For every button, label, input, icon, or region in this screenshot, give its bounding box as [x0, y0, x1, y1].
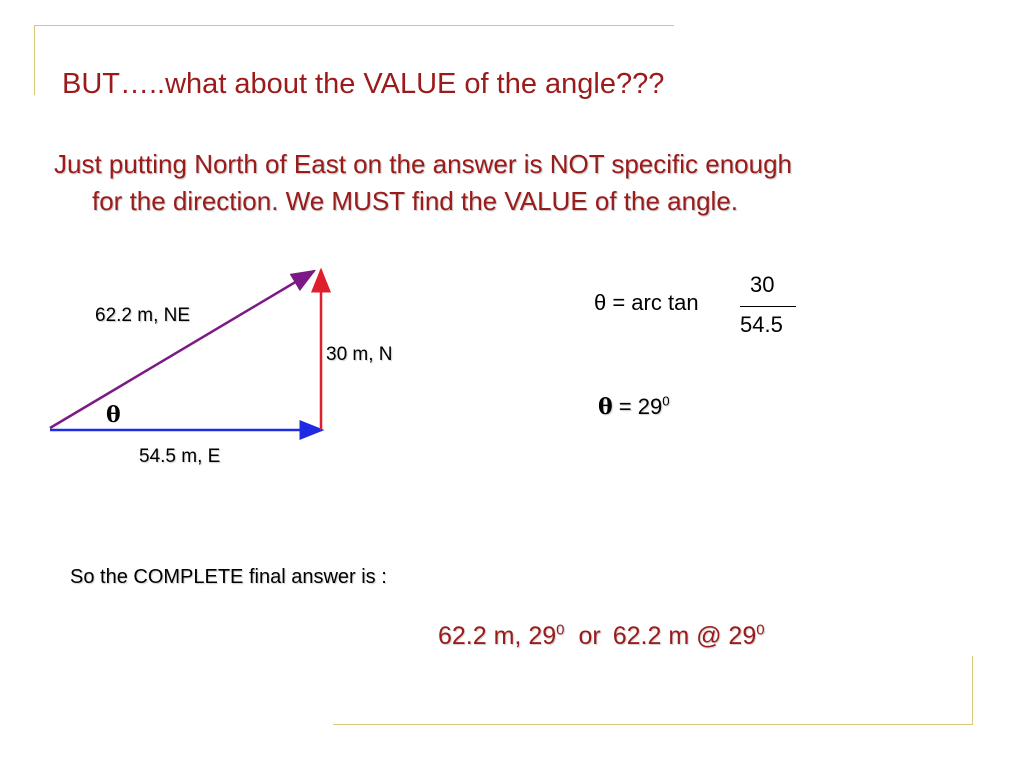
- final-answer-degree-1: 0: [556, 621, 565, 639]
- final-answer-part1: 62.2 m, 29: [438, 622, 557, 650]
- horizontal-label: 54.5 m, E: [139, 446, 221, 467]
- hypotenuse-label: 62.2 m, NE: [95, 305, 191, 326]
- resultant-vector-arrow: [50, 271, 314, 428]
- final-answer-part2: 62.2 m @ 29: [612, 622, 757, 650]
- body-line-1: Just putting North of East on the answer is NOT specific enough: [54, 149, 793, 179]
- final-answer-or: or: [578, 622, 601, 650]
- final-answer: [438, 622, 765, 651]
- fraction-bar: [740, 306, 796, 307]
- answer-intro: So the COMPLETE final answer is :: [70, 566, 387, 588]
- formula-lhs: θ = arc tan: [594, 290, 699, 315]
- body-line-2: for the direction. We MUST find the VALUE of the angle.: [92, 186, 739, 216]
- result-degree: 0: [662, 393, 670, 409]
- result-equals: = 29: [612, 394, 663, 419]
- formula-denominator: 54.5: [740, 312, 783, 337]
- formula-numerator: 30: [750, 272, 775, 297]
- result-theta: θ: [598, 394, 613, 420]
- slide-title: BUT…..what about the VALUE of the angle???: [62, 68, 665, 100]
- angle-theta-symbol: θ: [106, 402, 121, 428]
- angle-result: [598, 394, 670, 420]
- final-answer-degree-2: 0: [756, 621, 765, 639]
- vertical-label: 30 m, N: [326, 344, 393, 365]
